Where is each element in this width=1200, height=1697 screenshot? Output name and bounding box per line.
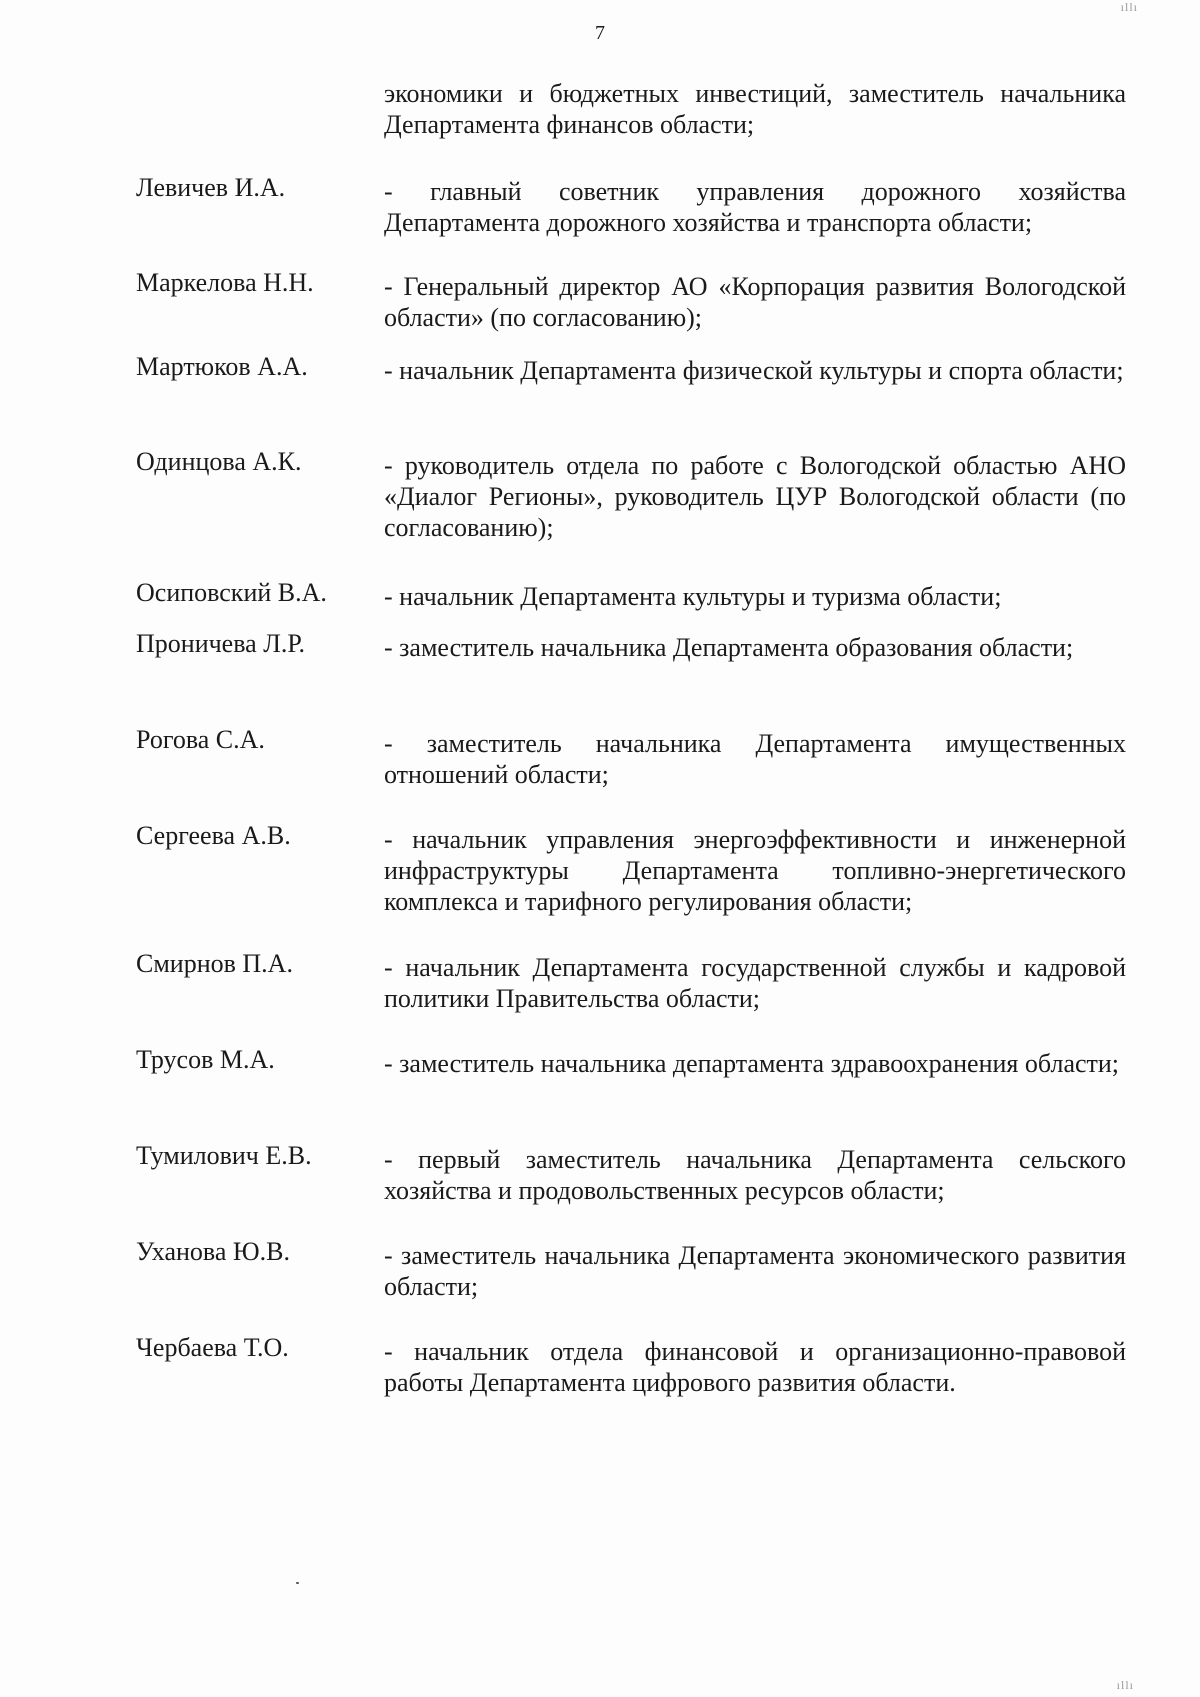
member-role: - руководитель отдела по работе с Вологодской областью АНО «Диалог Регионы», руководитель ЦУР Вологодской области (по согласованию); bbox=[384, 451, 1126, 542]
member-name: Сергеева А.В. bbox=[136, 821, 291, 850]
member-name: Левичев И.А. bbox=[136, 173, 286, 202]
member-name: Мартюков А.А. bbox=[136, 352, 308, 381]
member-name: Уханова Ю.В. bbox=[136, 1237, 290, 1266]
member-role: - начальник управления энергоэффективности и инженерной инфраструктуры Департамента топливно-энергетического комплекса и тарифного регулирования области; bbox=[384, 825, 1126, 916]
member-role: - первый заместитель начальника Департамента сельского хозяйства и продовольственных ресурсов области; bbox=[384, 1145, 1126, 1205]
member-name: Рогова С.А. bbox=[136, 725, 265, 754]
member-role: - Генеральный директор АО «Корпорация развития Вологодской области» (по согласованию); bbox=[384, 272, 1126, 332]
member-name: Тумилович Е.В. bbox=[136, 1141, 312, 1170]
scan-mark-bottom: ıllı bbox=[1116, 1678, 1134, 1692]
member-role: - заместитель начальника департамента здравоохранения области; bbox=[384, 1049, 1120, 1078]
member-name: Осиповский В.А. bbox=[136, 578, 327, 607]
member-name: Одинцова А.К. bbox=[136, 447, 302, 476]
scan-mark-top: ıllı bbox=[1120, 0, 1138, 14]
member-name: Смирнов П.А. bbox=[136, 949, 293, 978]
member-name: Чербаева Т.О. bbox=[136, 1333, 289, 1362]
continuation-text: экономики и бюджетных инвестиций, заместитель начальника Департамента финансов области; bbox=[384, 79, 1126, 139]
member-role: - начальник отдела финансовой и организационно-правовой работы Департамента цифрового развития области. bbox=[384, 1337, 1126, 1397]
member-role: - заместитель начальника Департамента экономического развития области; bbox=[384, 1241, 1126, 1301]
member-name: Проничева Л.Р. bbox=[136, 629, 306, 658]
member-name: Трусов М.А. bbox=[136, 1045, 275, 1074]
member-role: - начальник Департамента физической культуры и спорта области; bbox=[384, 356, 1124, 385]
member-role: - начальник Департамента культуры и туризма области; bbox=[384, 582, 1002, 611]
page-number: 7 bbox=[595, 22, 605, 44]
member-role: - заместитель начальника Департамента имущественных отношений области; bbox=[384, 729, 1126, 789]
scan-speck bbox=[296, 1582, 299, 1584]
member-role: - заместитель начальника Департамента образования области; bbox=[384, 633, 1074, 662]
member-role: - начальник Департамента государственной службы и кадровой политики Правительства области; bbox=[384, 953, 1126, 1013]
member-role: - главный советник управления дорожного хозяйства Департамента дорожного хозяйства и транспорта области; bbox=[384, 177, 1126, 237]
member-name: Маркелова Н.Н. bbox=[136, 268, 314, 297]
